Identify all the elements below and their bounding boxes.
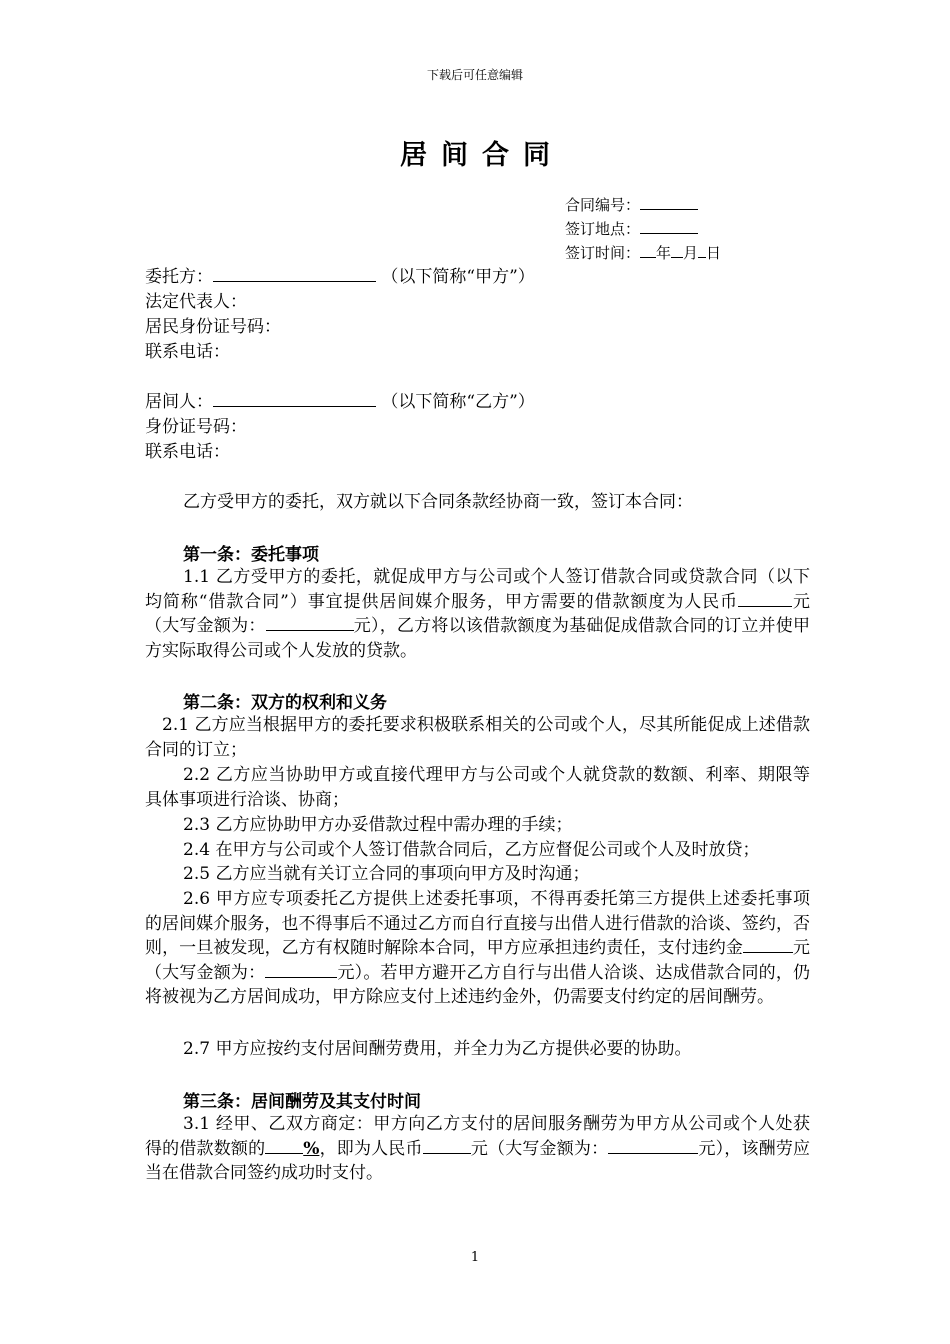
- article3-clause-3-1: [145, 1112, 810, 1186]
- article2-heading: 第二条：双方的权利和义务: [183, 693, 387, 713]
- article2-clause-2-2: 2.2 乙方应当协助甲方或直接代理甲方与公司或个人就贷款的数额、利率、期限等具体事项进行洽谈、协商；: [145, 765, 810, 810]
- clause-2-6-text-b: 元（大写金额为：: [145, 938, 811, 983]
- commission-amount-blank: [423, 1137, 471, 1154]
- party-a-line: [145, 265, 535, 290]
- page-number: 1: [470, 1250, 480, 1265]
- article1-clause-1-1: [145, 565, 810, 663]
- party-a-phone: 联系电话：: [145, 342, 230, 362]
- day-label: 日: [706, 244, 722, 262]
- clause-2-6-text-c: 元）。若甲方避开乙方自行与出借人洽谈、达成借款合同的，仍将被视为乙方居间成功，甲方除应支付上述违约金外，仍需要支付约定的居间酬劳。: [145, 962, 811, 1007]
- penalty-amount-blank: [743, 936, 793, 953]
- day-blank: [698, 241, 706, 258]
- party-b-id: 身份证号码：: [145, 417, 247, 437]
- year-blank: [640, 241, 656, 258]
- article1-heading: 第一条：委托事项: [183, 545, 319, 565]
- party-b-blank: [213, 390, 376, 407]
- article2-clause-2-4: 2.4 在甲方与公司或个人签订借款合同后，乙方应督促公司或个人及时放贷；: [183, 840, 760, 860]
- clause-3-1-text-d: 元），该酬劳应当在借款合同签约成功时支付。: [145, 1138, 811, 1183]
- party-b-label: 居间人：: [145, 392, 213, 412]
- party-a-legal-rep: 法定代表人：: [145, 292, 247, 312]
- document-title: 居间合同: [400, 140, 564, 171]
- article2-clause-2-7: 2.7 甲方应按约支付居间酬劳费用，并全力为乙方提供必要的协助。: [183, 1039, 692, 1059]
- party-a-blank: [213, 265, 376, 282]
- percent-sign: %: [303, 1138, 320, 1159]
- party-a-alias: （以下简称“甲方”）: [381, 267, 535, 287]
- contract-number-label: 合同编号：: [565, 196, 641, 214]
- loan-amount-blank: [738, 590, 792, 607]
- clause-3-1-text-b: ，即为人民币: [319, 1138, 423, 1159]
- article3-heading: 第三条：居间酬劳及其支付时间: [183, 1092, 421, 1112]
- month-label: 月: [683, 244, 699, 262]
- sign-time-label: 签订时间：: [565, 244, 641, 262]
- month-blank: [671, 241, 683, 258]
- clause-1-1-text-b: 元（大写金额为：: [145, 591, 810, 636]
- sign-place-label: 签订地点：: [565, 220, 641, 238]
- penalty-amount-words-blank: [265, 961, 337, 978]
- clause-1-1-text-a: 1.1 乙方受甲方的委托，就促成甲方与公司或个人签订借款合同或贷款合同（以下均简称“借款合同”）事宜提供居间媒介服务，甲方需要的借款额度为人民币: [145, 567, 810, 612]
- article2-clause-2-6: [145, 887, 810, 1010]
- contract-number-blank: [640, 193, 698, 210]
- party-a-label: 委托方：: [145, 267, 213, 287]
- clause-3-1-text-c: 元（大写金额为：: [470, 1138, 609, 1159]
- clause-3-1-text-a: 3.1 经甲、乙双方商定：甲方向乙方支付的居间服务酬劳为甲方从公司或个人处获得的借款数额的: [145, 1114, 810, 1159]
- clause-1-1-text-c: 元），乙方将以该借款额度为基础促成借款合同的订立并使甲方实际取得公司或个人发放的贷款。: [145, 616, 811, 661]
- article2-clause-2-3: 2.3 乙方应协助甲方办妥借款过程中需办理的手续；: [183, 815, 573, 835]
- loan-amount-words-blank: [266, 614, 354, 631]
- year-label: 年: [656, 244, 672, 262]
- clause-2-6-text-a: 2.6 甲方应专项委托乙方提供上述委托事项，不得再委托第三方提供上述委托事项的居间媒介服务，也不得事后不通过乙方而自行直接与出借人进行借款的洽谈、签约，否则，一旦被发现，乙方有权随时解除本合同，甲方应承担违约责任，支付违约金: [145, 889, 810, 958]
- party-b-line: [145, 390, 535, 415]
- header-note: 下载后可任意编辑: [426, 68, 523, 82]
- party-b-alias: （以下简称“乙方”）: [381, 392, 535, 412]
- party-b-phone: 联系电话：: [145, 442, 230, 462]
- intro-paragraph: 乙方受甲方的委托，双方就以下合同条款经协商一致，签订本合同：: [183, 492, 693, 512]
- contract-number-line: [565, 193, 698, 217]
- article2-clause-2-1: 2.1 乙方应当根据甲方的委托要求积极联系相关的公司或个人，尽其所能促成上述借款合同的订立；: [145, 715, 810, 760]
- commission-rate-blank: [265, 1137, 303, 1154]
- party-a-id: 居民身份证号码：: [145, 317, 281, 337]
- sign-place-line: [565, 217, 698, 241]
- article2-clause-2-5: 2.5 乙方应当就有关订立合同的事项向甲方及时沟通；: [183, 864, 590, 884]
- sign-time-line: [565, 241, 721, 265]
- sign-place-blank: [640, 217, 698, 234]
- commission-amount-words-blank: [608, 1137, 698, 1154]
